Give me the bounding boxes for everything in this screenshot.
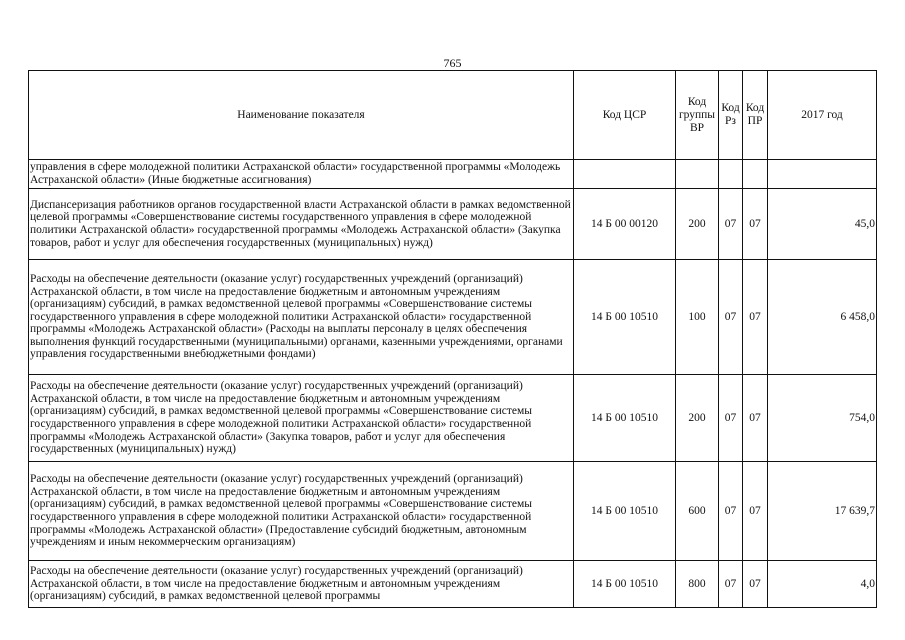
table-row [29,260,877,375]
row-rz: 07 [719,260,743,375]
row-vr: 200 [676,189,719,260]
row-value: 45,0 [768,189,877,260]
table-row [29,189,877,260]
row-name: Расходы на обеспечение деятельности (оказание услуг) государственных учреждений (организаций) Астраханской области, в том числе на предоставление бюджетным и автономным учреждениям (организациям) субсидий, в рамках ведомственной целевой программы «Совершенствование системы государственного управления в сфере молодежной политики Астраханской области» государственной программы «Молодежь Астраханской области» (Закупка товаров, работ и услуг для обеспечения государственных (муниципальных) нужд) [29,375,574,462]
row-rz: 07 [719,189,743,260]
row-value: 4,0 [768,561,877,608]
row-rz [719,160,743,189]
header-pr: Код ПР [743,71,768,160]
table-row [29,375,877,462]
row-rz: 07 [719,561,743,608]
row-csr: 14 Б 00 10510 [574,561,676,608]
row-rz: 07 [719,375,743,462]
row-pr [743,160,768,189]
row-rz: 07 [719,462,743,561]
row-value: 17 639,7 [768,462,877,561]
row-value: 754,0 [768,375,877,462]
row-pr: 07 [743,189,768,260]
row-vr: 800 [676,561,719,608]
row-vr: 100 [676,260,719,375]
header-csr: Код ЦСР [574,71,676,160]
page-number: 765 [443,56,462,70]
header-name: Наименование показателя [29,71,574,160]
row-csr: 14 Б 00 10510 [574,375,676,462]
row-csr: 14 Б 00 00120 [574,189,676,260]
header-year: 2017 год [768,71,877,160]
table-row [29,462,877,561]
row-name: Диспансеризация работников органов государственной власти Астраханской области в рамках ведомственной целевой программы «Совершенствование системы государственного управления в сфере молодежной политики Астраханской области» государственной программы «Молодежь Астраханской области» (Закупка товаров, работ и услуг для обеспечения государственных (муниципальных) нужд) [29,189,574,260]
row-value [768,160,877,189]
row-csr: 14 Б 00 10510 [574,260,676,375]
row-name: управления в сфере молодежной политики Астраханской области» государственной программы «Молодежь Астраханской области» (Иные бюджетные ассигнования) [29,160,574,189]
row-csr [574,160,676,189]
row-vr: 600 [676,462,719,561]
table-row [29,160,877,189]
header-vr: Код группы ВР [676,71,719,160]
table-row [29,561,877,608]
budget-table [28,70,877,608]
row-pr: 07 [743,462,768,561]
row-name: Расходы на обеспечение деятельности (оказание услуг) государственных учреждений (организаций) Астраханской области, в том числе на предоставление бюджетным и автономным учреждениям (организациям) субсидий, в рамках ведомственной целевой программы «Совершенствование системы государственного управления в сфере молодежной политики Астраханской области» государственной программы «Молодежь Астраханской области» (Расходы на выплаты персоналу в целях обеспечения выполнения функций государственными (муниципальными) органами, казенными учреждениями, органами управления государственными внебюджетными фондами) [29,260,574,375]
row-vr: 200 [676,375,719,462]
row-value: 6 458,0 [768,260,877,375]
row-pr: 07 [743,561,768,608]
row-name: Расходы на обеспечение деятельности (оказание услуг) государственных учреждений (организаций) Астраханской области, в том числе на предоставление бюджетным и автономным учреждениям (организациям) субсидий, в рамках ведомственной целевой программы «Совершенствование системы государственного управления в сфере молодежной политики Астраханской области» государственной программы «Молодежь Астраханской области» (Предоставление субсидий бюджетным, автономным учреждениям и иным некоммерческим организациям) [29,462,574,561]
header-rz: Код Рз [719,71,743,160]
table-header-row [29,71,877,160]
row-csr: 14 Б 00 10510 [574,462,676,561]
row-pr: 07 [743,260,768,375]
row-vr [676,160,719,189]
row-pr: 07 [743,375,768,462]
row-name: Расходы на обеспечение деятельности (оказание услуг) государственных учреждений (организаций) Астраханской области, в том числе на предоставление бюджетным и автономным учреждениям (организациям) субсидий, в рамках ведомственной целевой программы [29,561,574,608]
